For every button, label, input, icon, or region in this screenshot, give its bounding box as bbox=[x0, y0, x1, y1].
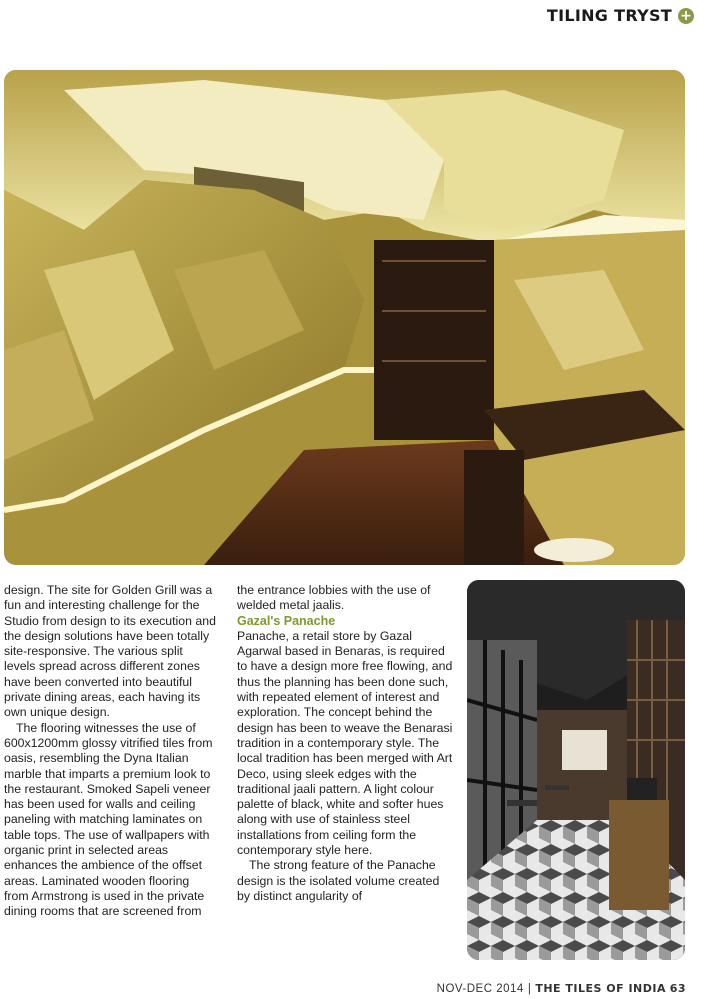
issue-date: NOV-DEC 2014 bbox=[436, 983, 524, 995]
article-column-2 bbox=[237, 583, 455, 904]
paragraph: Panache, a retail store by Gazal Agarwal based in Benaras, is required to have a design more free flowing, and thus the planning has been done such, with repeated element of interest and exploration. The concept behind the design has been to weave the Benarasi tradition in a contemporary style. The local tradition has been merged with Art Deco, using sleek edges with the traditional jaali pattern. A light colour palette of black, white and softer hues along with use of stainless steel installations from ceiling form the contemporary style here. bbox=[237, 628, 453, 858]
paragraph: the entrance lobbies with the use of welded metal jaalis. bbox=[237, 583, 431, 613]
plus-circle-icon: + bbox=[678, 8, 694, 24]
magazine-name: THE TILES OF INDIA bbox=[535, 982, 666, 995]
page-footer bbox=[437, 982, 686, 995]
section-title: TILING TRYST bbox=[546, 6, 672, 25]
page-header bbox=[547, 6, 694, 25]
paragraph: design. The site for Golden Grill was a fun and interesting challenge for the Studio from design to its execution and the design solutions have been totally site-responsive. The various split levels spread across different zones have been converted into beautiful private dining areas, each having its own unique design. bbox=[4, 583, 216, 720]
article-column-1 bbox=[4, 583, 216, 920]
restaurant-photo bbox=[4, 70, 685, 565]
page-number: 63 bbox=[669, 982, 686, 995]
paragraph: The flooring witnesses the use of 600x1200mm glossy vitrified tiles from oasis, resembling the Dyna Italian marble that imparts a premium look to the restaurant. Smoked Sapeli veneer has been used for walls and ceiling paneling with matching laminates on table tops. The use of wallpapers with organic print in selected areas enhances the ambience of the offset areas. Laminated wooden flooring from Armstrong is used in the private dining rooms that are screened from bbox=[4, 720, 213, 919]
paragraph: The strong feature of the Panache design is the isolated volume created by distinct angularity of bbox=[237, 858, 440, 903]
separator: | bbox=[527, 983, 532, 995]
subheading: Gazal's Panache bbox=[237, 613, 336, 628]
retail-store-photo bbox=[467, 580, 685, 960]
